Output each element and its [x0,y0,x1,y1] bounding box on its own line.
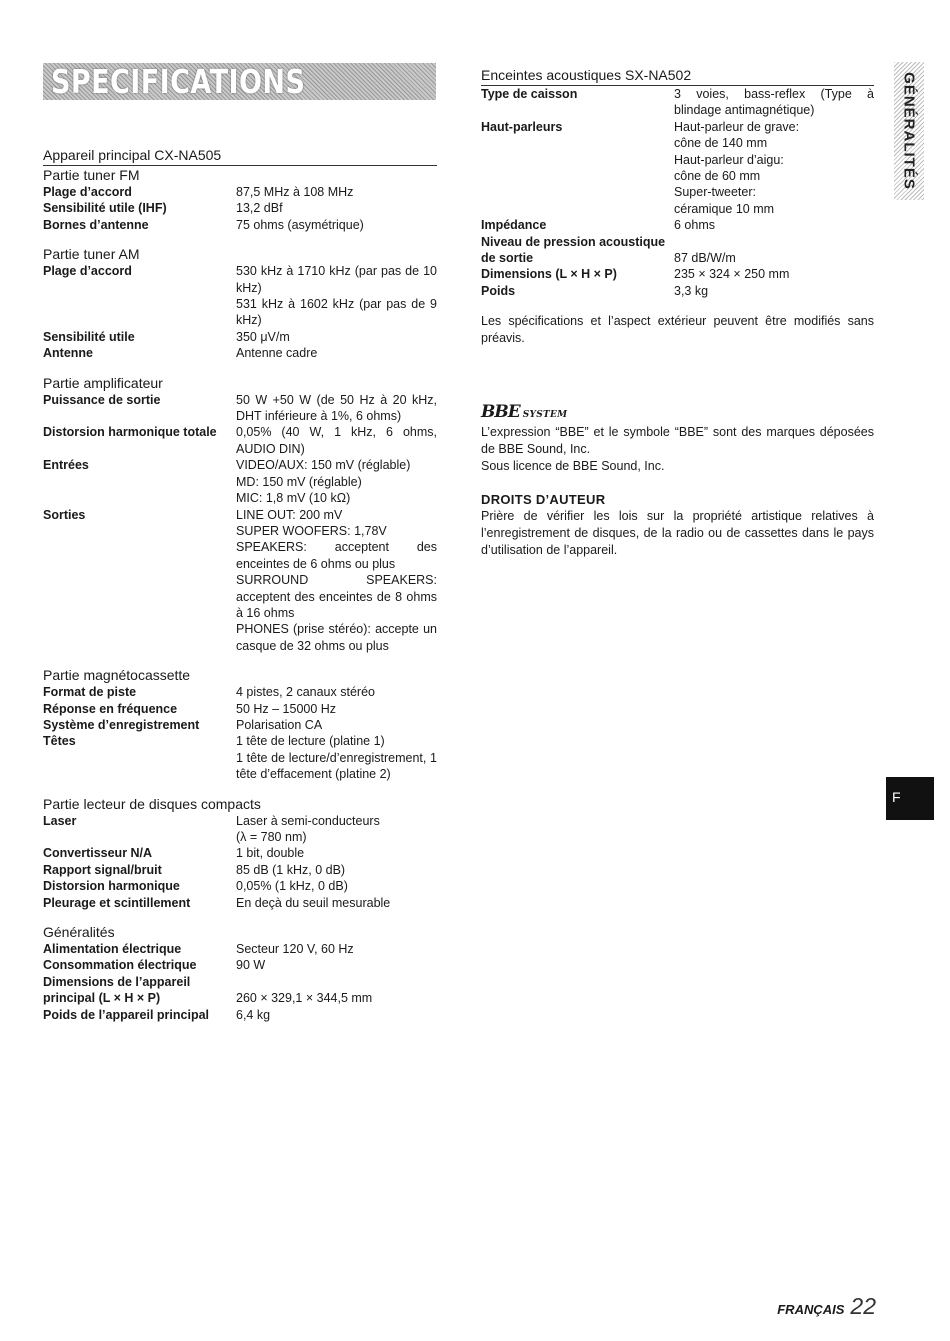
spec-value: 260 × 329,1 × 344,5 mm [236,991,373,1006]
section-title: Partie amplificateur [43,374,163,391]
section-title: Partie magnétocassette [43,667,191,684]
speaker-spec-table [481,86,874,299]
spec-label: Niveau de pression acoustique de sortie [481,234,666,266]
spec-value: 0,05% (1 kHz, 0 dB) [236,879,348,894]
spec-row [43,957,437,973]
spec-row [43,507,437,655]
spec-value: 50 Hz – 15000 Hz [236,701,337,716]
footer-language: FRANÇAIS [777,1302,845,1317]
spec-value: 530 kHz à 1710 kHz (par pas de 10 kHz) [236,264,437,295]
spec-value: VIDEO/AUX: 150 mV (réglable) MD: 150 mV (réglable) MIC: 1,8 mV (10 kΩ) [236,458,411,506]
spec-row [481,283,874,299]
spec-value: 235 × 324 × 250 mm [674,267,790,282]
spec-value: 50 W +50 W (de 50 Hz à 20 kHz, DHT inférieure à 1%, 6 ohms) [236,392,437,424]
spec-value: Secteur 120 V, 60 Hz [236,942,354,957]
spec-row [481,234,874,267]
spec-label: Poids [481,283,516,298]
spec-row [43,329,437,345]
spec-row [43,345,437,361]
spec-row [481,119,874,217]
spec-row [43,424,437,457]
bbe-logo-system: SYSTEM [522,410,568,421]
spec-row [43,200,437,216]
spec-row [43,878,437,894]
spec-label: Puissance de sortie [43,392,161,407]
spec-row [43,1007,437,1023]
spec-value: 0,05% (40 W, 1 kHz, 6 ohms, AUDIO DIN) [236,425,437,456]
spec-row [43,733,437,782]
spec-row [43,392,437,425]
spec-value: 85 dB (1 kHz, 0 dB) [236,862,346,877]
spec-row [43,717,437,733]
spec-label: Poids de l’appareil principal [43,1007,210,1022]
spec-label: Convertisseur N/A [43,846,153,861]
spec-label: Consommation électrique [43,958,197,973]
left-sections [43,166,437,1023]
spec-label: Antenne [43,346,93,361]
spec-row [43,845,437,861]
spec-label: Impédance [481,218,547,233]
spec-label: Système d’enregistrement [43,717,200,732]
spec-label: Laser [43,813,77,828]
main-unit-title: Appareil principal CX-NA505 [43,140,437,166]
section-title: Partie tuner FM [43,167,140,183]
spec-label: Type de caisson [481,87,578,101]
spec-label: Entrées [43,458,89,473]
bbe-license-text: Sous licence de BBE Sound, Inc. [481,459,665,474]
spec-value: Laser à semi-conducteurs (λ = 780 nm) [236,813,380,844]
spec-label: Têtes [43,734,76,749]
bbe-trademark-text: L’expression “BBE” et le symbole “BBE” sont des marques déposées de BBE Sound, Inc. [481,425,874,457]
spec-row [43,184,437,200]
spec-value: 3,3 kg [674,283,709,298]
spec-row [43,684,437,700]
side-section-label [894,62,924,200]
spec-label: Plage d’accord [43,185,132,199]
spec-label: Distorsion harmonique totale [43,425,217,440]
section-title: Généralités [43,924,115,941]
spec-row [481,266,874,282]
spec-label: Format de piste [43,685,137,700]
spec-value: 4 pistes, 2 canaux stéréo [236,685,375,700]
page-number: 22 [850,1293,876,1319]
speakers-title: Enceintes acoustiques SX-NA502 [481,60,874,86]
spec-row [43,941,437,957]
spec-row [43,974,437,1007]
bbe-section [481,403,874,475]
specifications-banner [43,63,436,100]
spec-value: Antenne cadre [236,346,318,361]
spec-value: En deçà du seuil mesurable [236,895,391,910]
spec-row [43,457,437,506]
copyright-text: Prière de vérifier les lois sur la propriété artistique relatives à l’enregistrement de disques, de la radio ou de cassettes dans le pays d’utilisation de l’appareil. [481,509,874,558]
spec-value: 3 voies, bass-reflex (Type à blindage antimagnétique) [674,87,874,118]
spec-label: Sensibilité utile (IHF) [43,201,167,216]
spec-row [43,296,437,329]
bbe-logo [481,403,874,424]
spec-label: Plage d’accord [43,264,132,279]
spec-label: Sensibilité utile [43,329,135,344]
spec-row [43,895,437,911]
spec-label: Pleurage et scintillement [43,895,191,910]
page-footer [777,1293,876,1320]
side-section-label-text: GÉNÉRALITÉS [900,72,918,190]
spec-value: 13,2 dBf [236,201,283,216]
spec-row [43,263,437,296]
spec-label [43,296,236,329]
spec-value: LINE OUT: 200 mV SUPER WOOFERS: 1,78V SPEAKERS: acceptent des enceintes de 6 ohms ou plus SURROUND SPEAKERS: acceptent des enceintes de 8 ohms à 16 ohms PHONES (prise stéréo): accepte un casque de 32 ohms ou plus [236,507,437,653]
spec-value: 87,5 MHz à 108 MHz [236,185,354,199]
spec-value: 90 W [236,958,266,973]
spec-label: Bornes d’antenne [43,217,149,232]
right-column [481,60,874,559]
bbe-logo-text: BBE [481,402,520,423]
spec-value: 1 bit, double [236,846,305,861]
spec-label: Alimentation électrique [43,942,182,957]
spec-row [43,217,437,233]
spec-value: 6,4 kg [236,1007,271,1022]
spec-row [43,862,437,878]
spec-value: 1 tête de lecture (platine 1) 1 tête de lecture/d’enregistrement, 1 tête d’effacement (platine 2) [236,734,437,782]
spec-label: Dimensions de l’appareil principal (L × H × P) [43,974,191,1006]
disclaimer-note: Les spécifications et l’aspect extérieur peuvent être modifiés sans préavis. [481,314,874,346]
spec-value: Polarisation CA [236,717,323,732]
spec-row [481,217,874,233]
section-title: Partie tuner AM [43,246,140,263]
copyright-title: DROITS D’AUTEUR [481,492,606,508]
spec-value: 350 μV/m [236,329,290,344]
left-column [43,140,437,1023]
spec-value: 531 kHz à 1602 kHz (par pas de 9 kHz) [236,297,437,328]
spec-row [43,813,437,846]
spec-label: Dimensions (L × H × P) [481,267,617,282]
spec-label: Réponse en fréquence [43,701,178,716]
spec-value: 75 ohms (asymétrique) [236,217,364,232]
spec-row [43,701,437,717]
spec-label: Distorsion harmonique [43,879,180,894]
spec-label: Haut-parleurs [481,119,563,134]
spec-value: 6 ohms [674,218,715,233]
language-tab [886,777,934,820]
banner-title: SPECIFICATIONS [51,62,306,101]
spec-value: Haut-parleur de grave: cône de 140 mm Haut-parleur d’aigu: cône de 60 mm Super-tweeter: céramique 10 mm [674,119,800,216]
spec-row [481,86,874,119]
section-title: Partie lecteur de disques compacts [43,795,261,812]
spec-label: Rapport signal/bruit [43,862,162,877]
language-tab-letter: F [892,789,901,805]
spec-value: 87 dB/W/m [674,251,736,266]
spec-label: Sorties [43,507,86,522]
